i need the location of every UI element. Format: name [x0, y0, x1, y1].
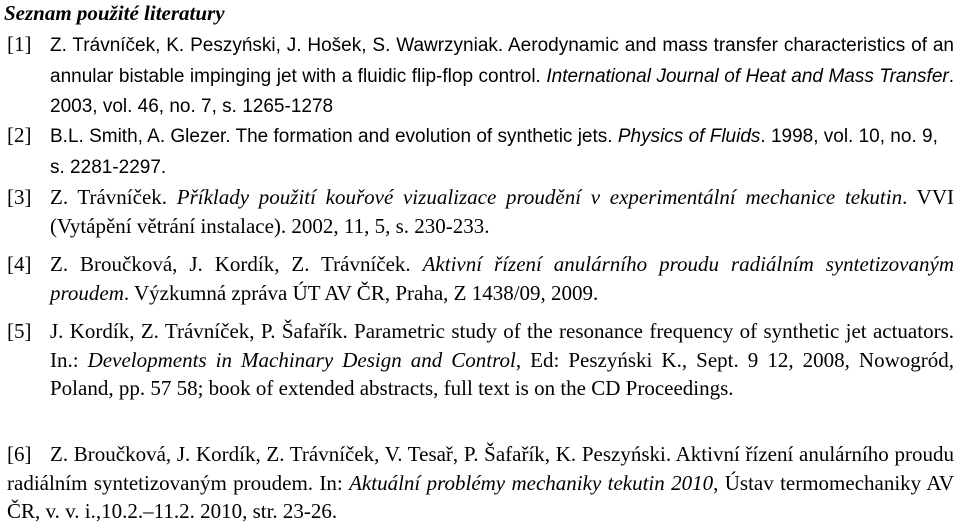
reference-text-part: Z. Trávníček.	[50, 185, 177, 209]
reference-title: Developments in Machinary Design and Control	[87, 347, 516, 372]
reference-number: [5]	[7, 319, 32, 343]
reference-number: [6]	[7, 442, 32, 466]
reference-text-part: J. Kordík, Z. Trávníček, P. Šafařík. Parametric study of the resonance frequency of synthetic jet actuators. In.:	[50, 319, 954, 372]
reference-item	[7, 440, 954, 526]
reference-journal: International Journal of Heat and Mass Transfer	[546, 65, 949, 87]
reference-number: [4]	[7, 252, 32, 276]
reference-text	[50, 250, 954, 307]
reference-item	[7, 30, 954, 122]
reference-text-part: . Výzkumná zpráva ÚT AV ČR, Praha, Z 1438/09, 2009.	[123, 280, 599, 305]
reference-text-part: . 1998, vol. 10, no. 9, s. 2281-2297.	[50, 126, 938, 178]
reference-number: [3]	[7, 185, 32, 209]
reference-item	[7, 121, 954, 182]
reference-item	[7, 183, 954, 240]
reference-title: Příklady použití kouřové vizualizace proudění v experimentální mechanice tekutin	[176, 185, 903, 209]
reference-title: Aktuální problémy mechaniky tekutin 2010	[349, 470, 714, 495]
reference-text-part: , Ed: Peszyński K., Sept. 9 12, 2008, Nowogród, Poland, pp. 57 58; book of extended abstracts, full text is on the CD Proceedings.	[50, 347, 954, 400]
reference-text	[7, 440, 954, 526]
reference-text-part: , Ústav termomechaniky AV ČR, v. v. i.,10.2.–11.2. 2010, str. 23-26.	[7, 470, 955, 523]
page-title: Seznam použité literatury	[4, 1, 225, 25]
reference-journal: Physics of Fluids	[617, 126, 761, 147]
reference-text-part: Z. Broučková, J. Kordík, Z. Trávníček, V. Tesař, P. Šafařík, K. Peszyński. Aktivní řízení anulárního proudu radiálním syntetizovaným proudem. In:	[7, 442, 954, 495]
reference-item	[7, 317, 954, 403]
reference-number: [2]	[7, 123, 32, 147]
reference-text-part: Z. Trávníček, K. Peszyński, J. Hošek, S. Wawrzyniak. Aerodynamic and mass transfer characteristics of an annular bistable impinging jet with a fluidic flip-flop control.	[50, 35, 954, 87]
reference-text	[50, 317, 954, 403]
reference-text	[50, 183, 954, 240]
reference-text	[50, 121, 954, 182]
reference-title: Aktivní řízení anulárního proudu radiálním syntetizovaným proudem	[50, 252, 954, 305]
reference-text-part: . VVI (Vytápění větrání instalace). 2002, 11, 5, s. 230-233.	[50, 185, 954, 238]
reference-number: [1]	[7, 32, 32, 56]
reference-item	[7, 250, 954, 307]
reference-text	[50, 30, 954, 122]
reference-text-part: . 2003, vol. 46, no. 7, s. 1265-1278	[50, 65, 955, 117]
reference-text-part: Z. Broučková, J. Kordík, Z. Trávníček.	[50, 252, 423, 276]
reference-text-part: B.L. Smith, A. Glezer. The formation and evolution of synthetic jets.	[50, 126, 618, 147]
